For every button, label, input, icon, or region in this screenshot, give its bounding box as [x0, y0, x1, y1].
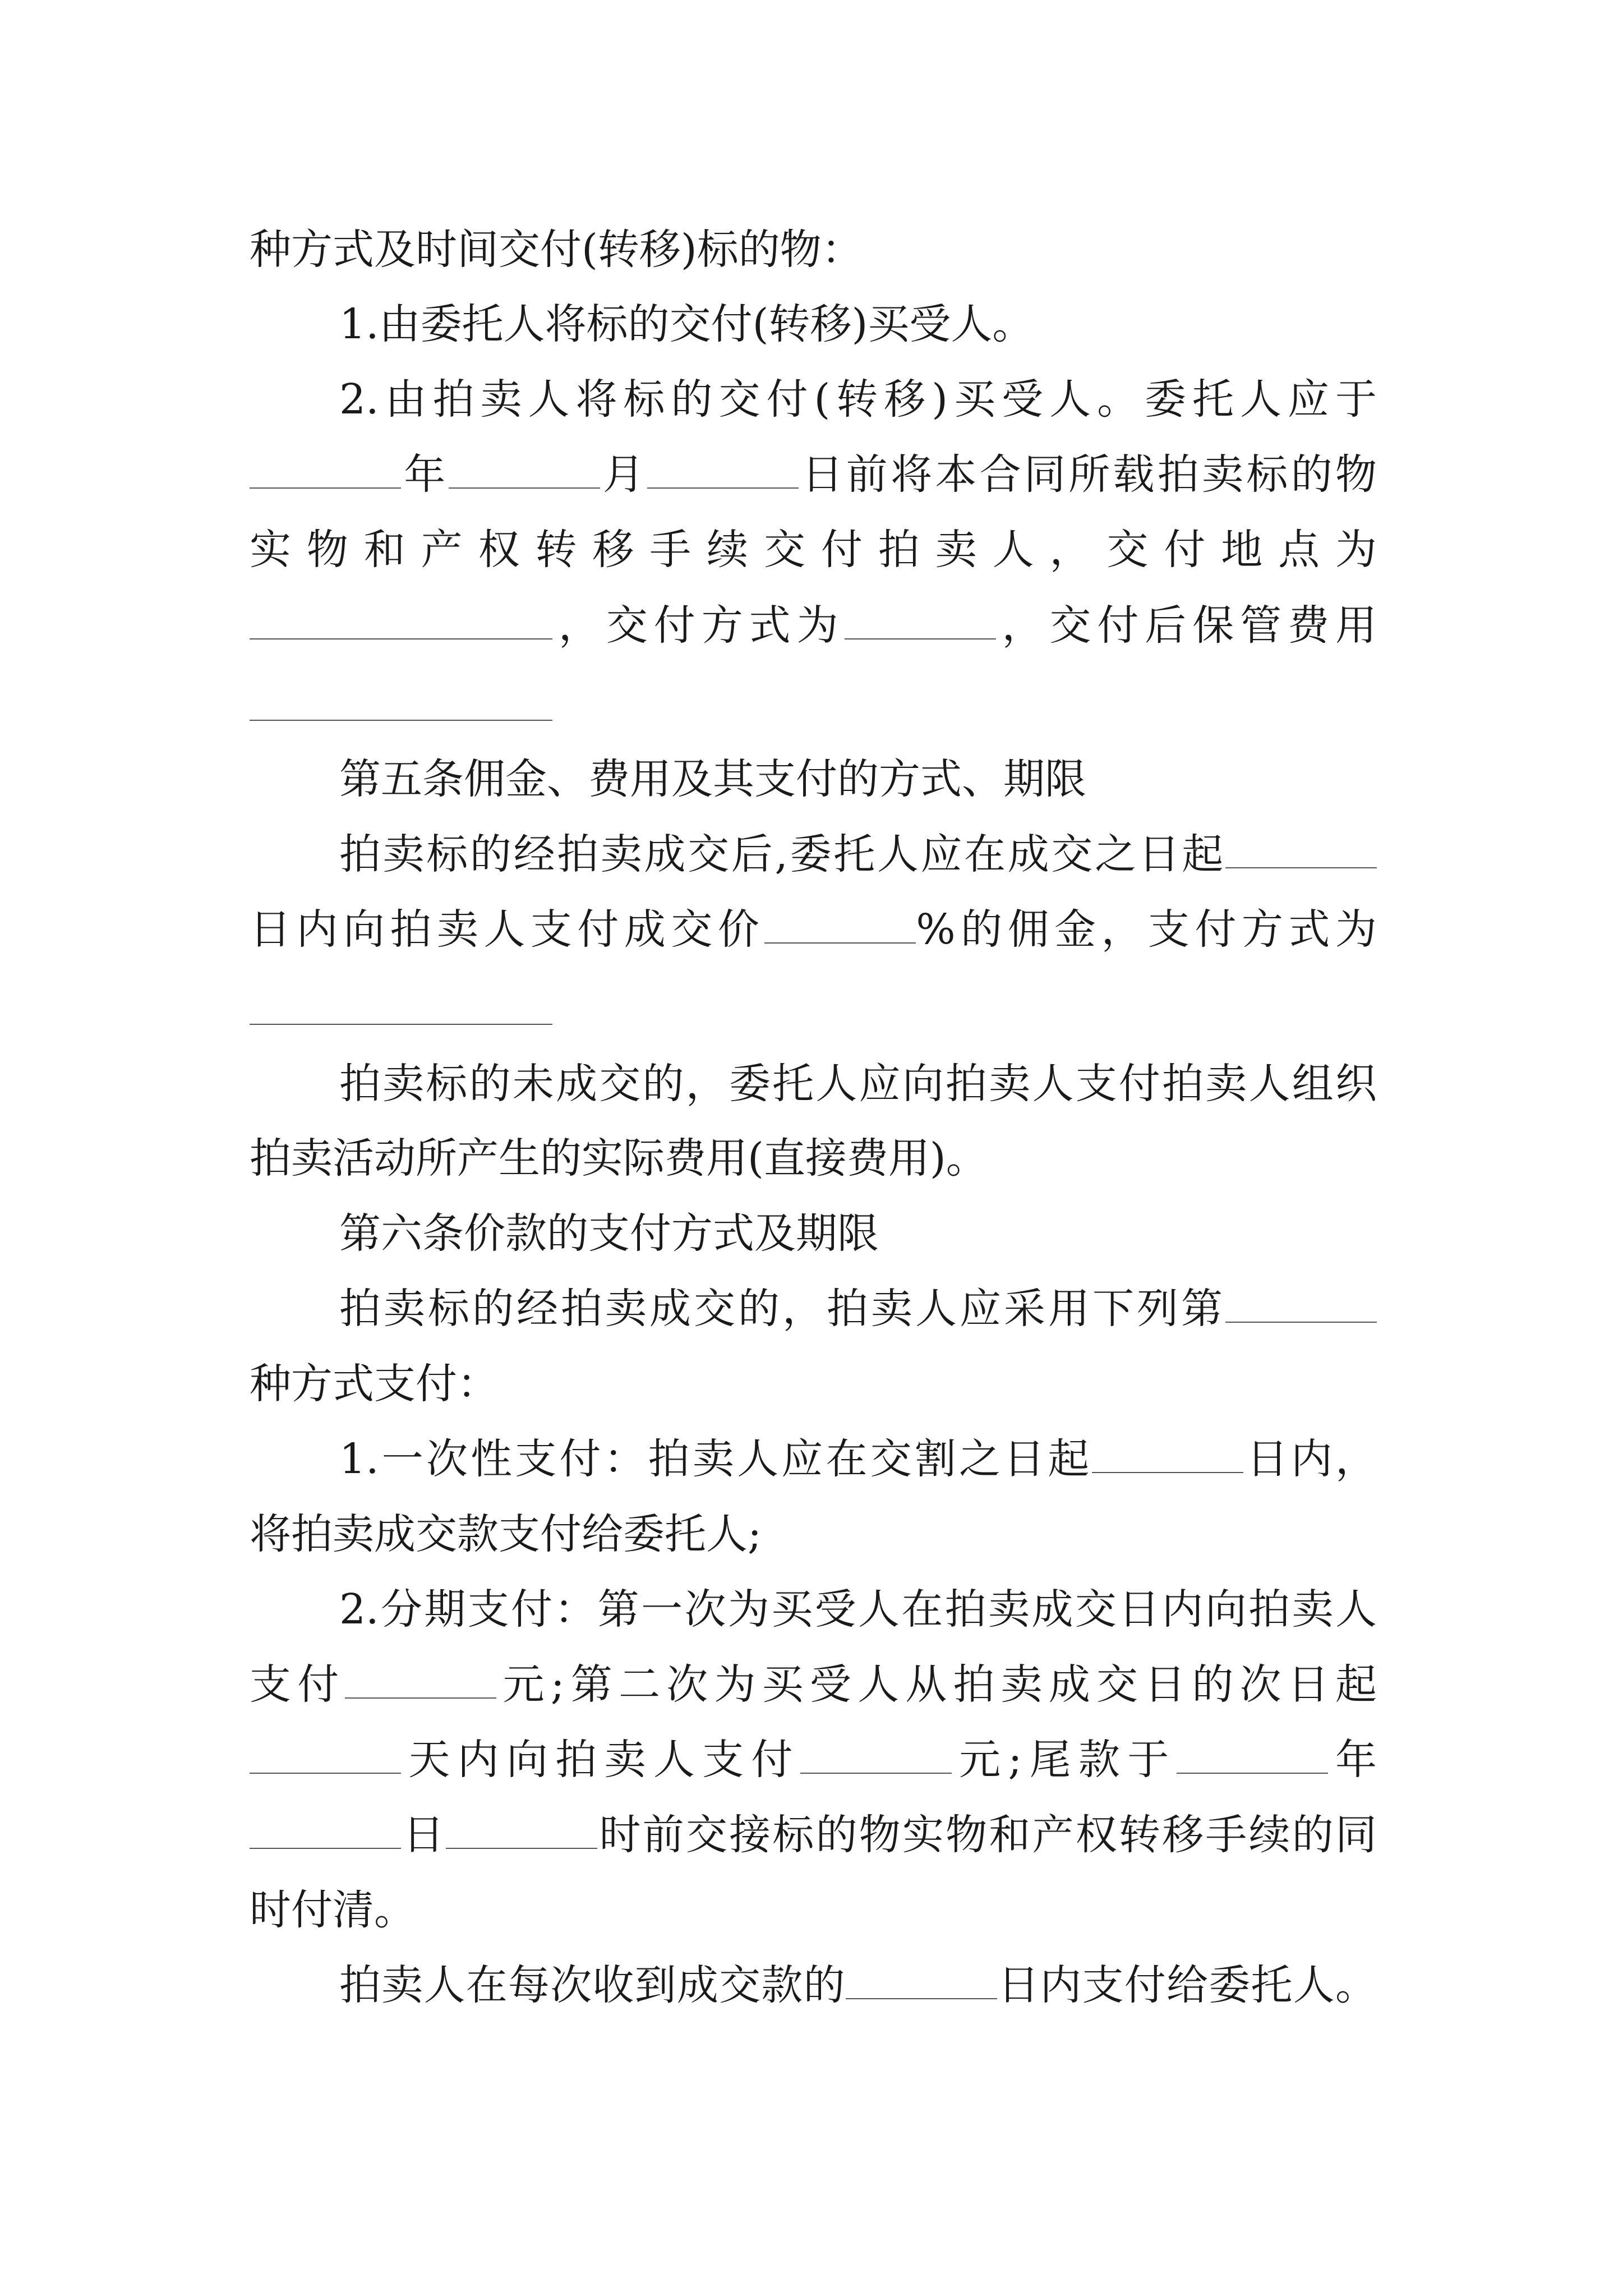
line-unsold-1: 拍卖标的未成交的，委托人应向拍卖人支付拍卖人组织	[339, 1060, 1377, 1108]
line-delivery-date: 年 月 日前将本合同所载拍卖标的物	[250, 447, 1377, 503]
payment-item-2: 2.分期支付：第一次为买受人在拍卖成交日内向拍卖人	[339, 1585, 1377, 1634]
line-unsold-2: 拍卖活动所产生的实际费用(直接费用)。	[250, 1134, 988, 1182]
blank-field[interactable]	[250, 720, 552, 721]
blank-field[interactable]	[845, 607, 996, 639]
blank-field[interactable]	[1225, 1290, 1377, 1323]
blank-field[interactable]	[846, 1967, 997, 1999]
line-installment-2: 天内向拍卖人支付 元;尾款于 年	[250, 1732, 1377, 1788]
blank-field[interactable]	[1225, 836, 1377, 868]
blank-field[interactable]	[250, 1816, 401, 1849]
line-payment-method: 种方式支付：	[250, 1360, 499, 1408]
line-1: 种方式及时间交付(转移)标的物：	[250, 226, 863, 274]
line-payment-1b: 将拍卖成交款支付给委托人;	[250, 1510, 762, 1558]
clause-item-2: 2.由拍卖人将标的交付(转移)买受人。委托人应于	[339, 375, 1377, 424]
blank-field[interactable]	[250, 607, 552, 639]
blank-field[interactable]	[449, 456, 600, 489]
blank-field[interactable]	[250, 1024, 552, 1025]
line-delivery-method: ，交付方式为 ，交付后保管费用	[250, 597, 1377, 654]
blank-field[interactable]	[1177, 1741, 1328, 1774]
blank-field[interactable]	[800, 1741, 952, 1774]
line-payment-choice: 拍卖标的经拍卖成交的，拍卖人应采用下列第	[339, 1281, 1377, 1337]
clause-item-1: 1.由委托人将标的交付(转移)买受人。	[339, 300, 1034, 348]
line-installment-1: 支付 元;第二次为买受人从拍卖成交日的次日起	[250, 1660, 1377, 1709]
blank-field[interactable]	[250, 1741, 401, 1774]
blank-field[interactable]	[345, 1666, 496, 1699]
line-commission-1: 拍卖标的经拍卖成交后,委托人应在成交之日起	[339, 826, 1377, 882]
blank-field[interactable]	[764, 911, 916, 944]
article-6-heading: 第六条价款的支付方式及期限	[339, 1209, 879, 1258]
payment-item-1: 1.一次性支付：拍卖人应在交割之日起 日内，	[339, 1435, 1377, 1483]
line-remit-to-client: 拍卖人在每次收到成交款的 日内支付给委托人。	[339, 1961, 1377, 2009]
blank-field[interactable]	[1092, 1441, 1243, 1473]
line-installment-4: 时付清。	[250, 1886, 416, 1934]
article-5-heading: 第五条佣金、费用及其支付的方式、期限	[339, 755, 1086, 803]
blank-field[interactable]	[446, 1816, 597, 1849]
line-delivery-place: 实物和产权转移手续交付拍卖人，交付地点为	[250, 526, 1377, 574]
line-installment-3: 日 时前交接标的物实物和产权转移手续的同	[250, 1807, 1377, 1863]
blank-field[interactable]	[647, 456, 799, 489]
blank-field[interactable]	[250, 456, 401, 489]
line-commission-2: 日内向拍卖人支付成交价 %的佣金，支付方式为	[250, 905, 1377, 954]
